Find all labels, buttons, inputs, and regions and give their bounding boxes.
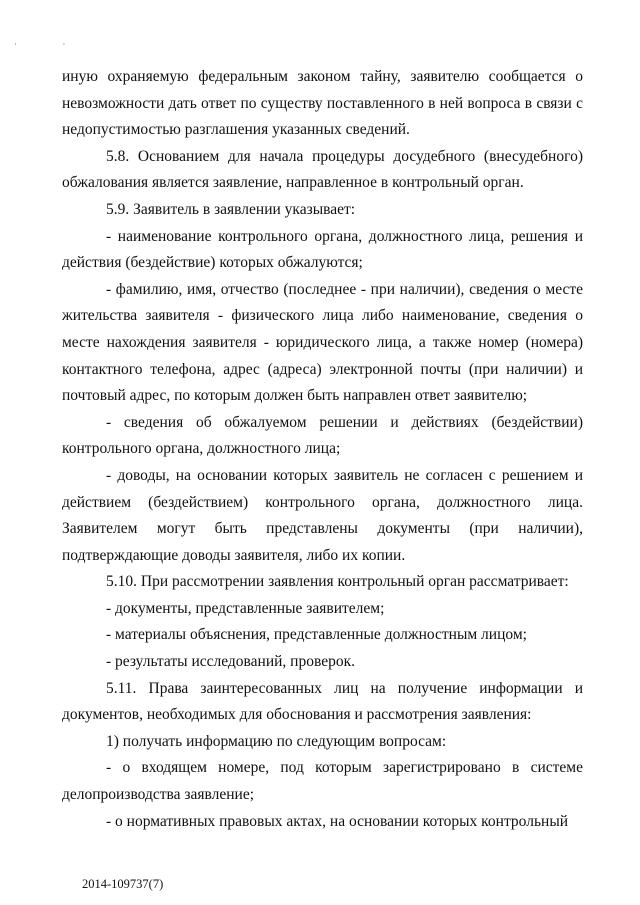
paragraph: 5.11. Права заинтересованных лиц на получение информации и документов, необходимых для обоснования и рассмотрения заявления:	[62, 679, 583, 724]
scan-specks: · ·	[14, 40, 88, 49]
paragraph: - о нормативных правовых актах, на основании которых контрольный	[106, 812, 569, 830]
paragraph: - фамилию, имя, отчество (последнее - при наличии), сведения о месте жительства заявителя - физического лица либо наименование, сведения о месте нахождения заявителя - юридического лица, а также номер (номера) контактного телефона, адрес (адреса) электронной почты (при наличии) и почтовый адрес, по которым должен быть направлен ответ заявителю;	[62, 280, 583, 405]
paragraph: иную охраняемую федеральным законом тайну, заявителю сообщается о невозможности дать ответ по существу поставленного в ней вопроса в связи с недопустимостью разглашения указанных сведений.	[62, 68, 583, 139]
paragraph: - сведения об обжалуемом решении и действиях (бездействии) контрольного органа, должностного лица;	[62, 413, 583, 458]
paragraph: - документы, представленные заявителем;	[106, 599, 385, 617]
document-body	[62, 64, 583, 835]
paragraph: 5.8. Основанием для начала процедуры досудебного (внесудебного) обжалования является заявление, направленное в контрольный орган.	[62, 147, 583, 192]
footer-document-code: 2014-109737(7)	[82, 877, 164, 891]
paragraph: 5.9. Заявитель в заявлении указывает:	[106, 200, 356, 218]
paragraph: - доводы, на основании которых заявитель не согласен с решением и действием (бездействием) контрольного органа, должностного лица. Заявителем могут быть представлены документы (при наличии), подтверждающие доводы заявителя, либо их копии.	[62, 466, 583, 564]
paragraph: - наименование контрольного органа, должностного лица, решения и действия (бездействие) которых обжалуются;	[62, 227, 583, 272]
paragraph: - материалы объяснения, представленные должностным лицом;	[106, 626, 527, 644]
paragraph: 5.10. При рассмотрении заявления контрольный орган рассматривает:	[106, 573, 569, 591]
paragraph: 1) получать информацию по следующим вопросам:	[106, 732, 447, 750]
paragraph: - результаты исследований, проверок.	[106, 653, 355, 671]
paragraph: - о входящем номере, под которым зарегистрировано в системе делопроизводства заявление;	[62, 759, 583, 804]
